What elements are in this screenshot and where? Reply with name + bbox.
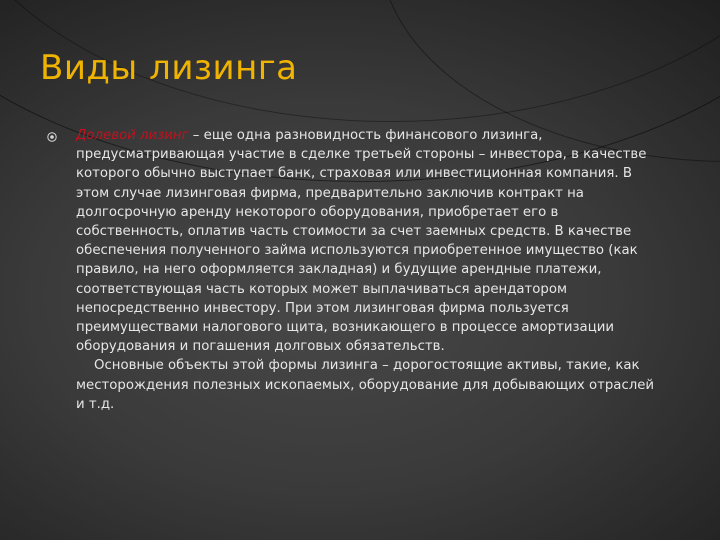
paragraph-text: – еще одна разновидность финансового лизинга, предусматривающая участие в сделке третьей стороны – инвестора, в качестве которого обычно выступает банк, страховая или инвестиционная компания. В этом случае лизинговая фирма, предварительно заключив контракт на долгосрочную аренду некоторого оборудования, приобретает его в собственность, оплатив часть стоимости за счет заемных средств. В качестве обеспечения полученного займа используются приобретенное имущество (как правило, на него оформляется закладная) и будущие арендные платежи, соответствующая часть которых может выплачиваться арендатором непосредственно инвестору. При этом лизинговая фирма пользуется преимуществами налогового щита, возникающего в процессе амортизации оборудования и погашения долговых обязательств. bbox=[76, 128, 647, 355]
highlighted-term: Долевой лизинг bbox=[76, 128, 189, 143]
bullet-item bbox=[40, 126, 660, 414]
circled-dot-bullet-icon bbox=[47, 132, 57, 142]
paragraph-text-2: Основные объекты этой формы лизинга – дорогостоящие активы, такие, как месторождения полезных ископаемых, оборудование для добывающих отраслей и т.д. bbox=[76, 358, 655, 412]
bullet-text bbox=[76, 126, 660, 414]
slide-title: Виды лизинга bbox=[40, 48, 298, 88]
